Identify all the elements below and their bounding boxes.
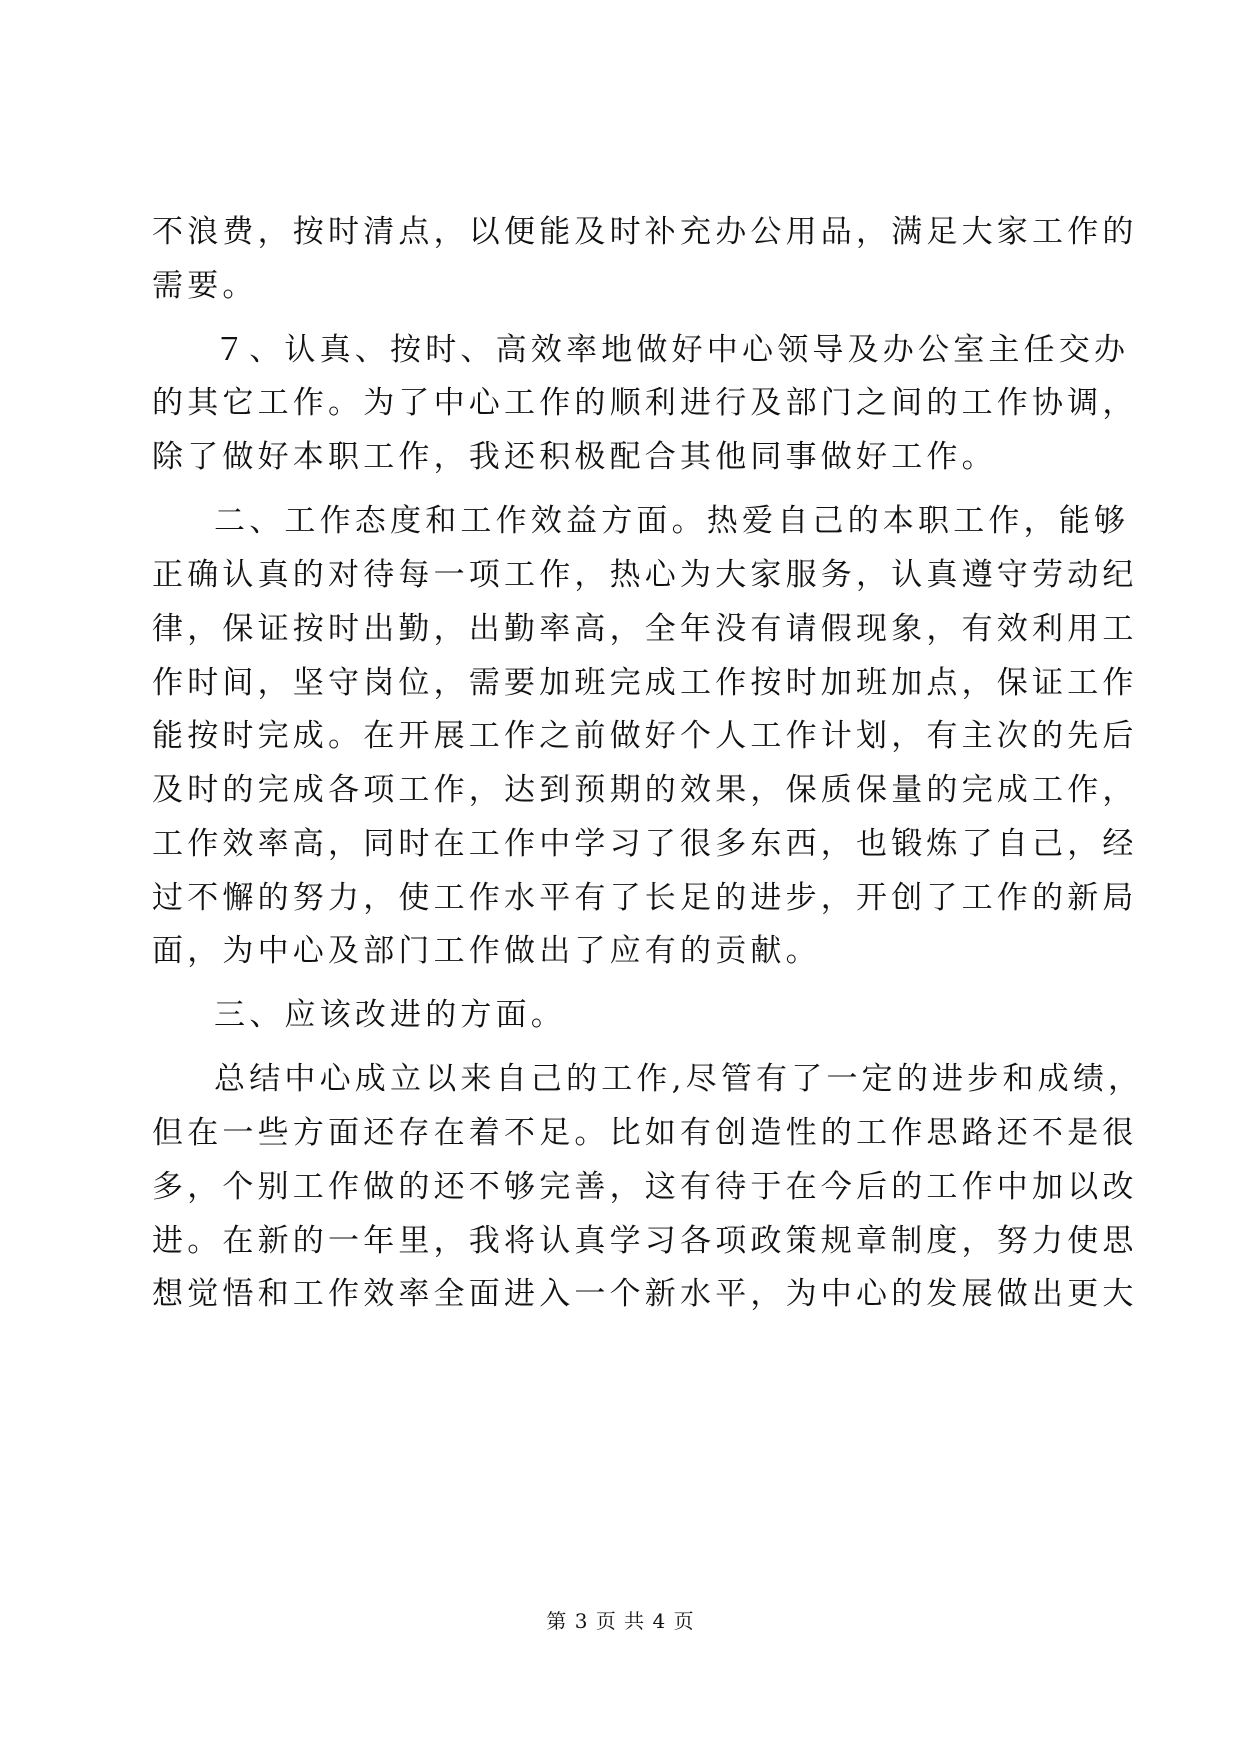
text-line: 作时间，坚守岗位，需要加班完成工作按时加班加点，保证工作 (152, 665, 1138, 701)
page-number-footer: 第 3 页 共 4 页 (546, 1609, 695, 1633)
text-line: 需要。 (152, 268, 258, 304)
text-line: 的其它工作。为了中心工作的顺利进行及部门之间的工作协调， (152, 385, 1138, 421)
text-line: ７、认真、按时、高效率地做好中心领导及办公室主任交办 (214, 332, 1130, 368)
text-line: 正确认真的对待每一项工作，热心为大家服务，认真遵守劳动纪 (152, 557, 1138, 593)
text-line: 除了做好本职工作，我还积极配合其他同事做好工作。 (152, 439, 997, 475)
text-line: 能按时完成。在开展工作之前做好个人工作计划，有主次的先后 (152, 718, 1138, 754)
text-line: 工作效率高，同时在工作中学习了很多东西，也锻炼了自己，经 (152, 826, 1138, 862)
text-line: 总结中心成立以来自己的工作,尽管有了一定的进步和成绩， (214, 1061, 1144, 1097)
text-line: 多，个别工作做的还不够完善，这有待于在今后的工作中加以改 (152, 1169, 1138, 1205)
text-line: 律，保证按时出勤，出勤率高，全年没有请假现象，有效利用工 (152, 611, 1138, 647)
text-line: 三、应该改进的方面。 (214, 997, 566, 1033)
text-line: 二、工作态度和工作效益方面。热爱自己的本职工作，能够 (214, 503, 1130, 539)
text-line: 面，为中心及部门工作做出了应有的贡献。 (152, 933, 821, 969)
text-line: 过不懈的努力，使工作水平有了长足的进步，开创了工作的新局 (152, 880, 1138, 916)
text-line: 想觉悟和工作效率全面进入一个新水平，为中心的发展做出更大 (152, 1276, 1138, 1312)
text-line: 不浪费，按时清点，以便能及时补充办公用品，满足大家工作的 (152, 214, 1138, 250)
text-line: 但在一些方面还存在着不足。比如有创造性的工作思路还不是很 (152, 1115, 1138, 1151)
text-line: 进。在新的一年里，我将认真学习各项政策规章制度，努力使思 (152, 1223, 1138, 1259)
text-line: 及时的完成各项工作，达到预期的效果，保质保量的完成工作， (152, 772, 1138, 808)
